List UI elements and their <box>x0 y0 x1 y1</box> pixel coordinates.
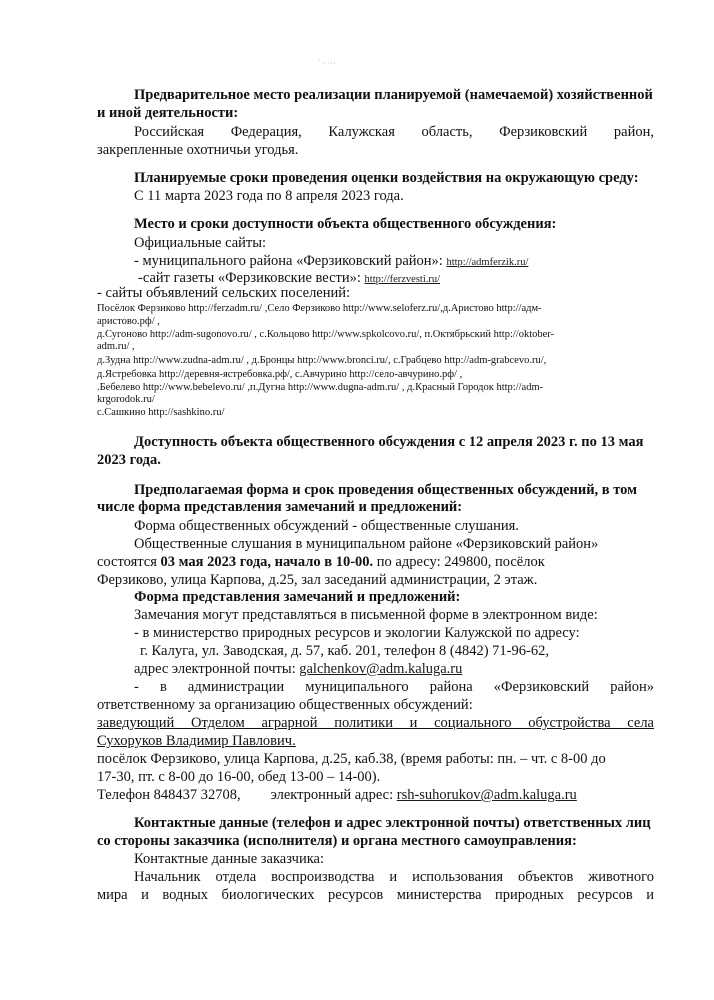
paragraph-line: Начальник отдела воспроизводства и использования объектов животного <box>134 869 654 885</box>
paragraph-line: Ферзиково, улица Карпова, д.25, зал заседаний администрации, 2 этаж. <box>97 572 538 588</box>
settlement-links-line[interactable]: adm.ru/ , <box>97 341 135 352</box>
paragraph-line: 17-30, пт. с 8-00 до 16-00, обед 13-00 – 14-00). <box>97 769 381 785</box>
text-span: состоятся <box>97 554 161 570</box>
paragraph-line: - в администрации муниципального района «Ферзиковский район» <box>134 679 654 695</box>
settlement-links-line[interactable]: аристово.рф/ , <box>97 316 160 327</box>
text-span: адрес электронной почты: <box>134 661 300 677</box>
site-label: - муниципального района «Ферзиковский район»: <box>134 253 447 269</box>
section-heading: Доступность объекта общественного обсуждения с 12 апреля 2023 г. по 13 мая <box>134 434 644 450</box>
paragraph-line <box>97 787 577 804</box>
text-span: электронный адрес: <box>270 787 397 803</box>
section-heading: Контактные данные (телефон и адрес электронной почты) ответственных лиц <box>134 815 651 831</box>
settlement-links-line[interactable]: с.Сашкино http://sashkino.ru/ <box>97 407 225 418</box>
settlement-links-line[interactable]: .Бебелево http://www.bebelevo.ru/ ,п.Дугна http://www.dugna-adm.ru/ , д.Красный Городок http://adm- <box>97 382 544 393</box>
paragraph-line: Российская Федерация, Калужская область, Ферзиковский район, <box>134 124 654 140</box>
hearing-date: 03 мая 2023 года, начало в 10-00. <box>160 554 374 570</box>
paragraph-line: Общественные слушания в муниципальном районе «Ферзиковский район» <box>134 536 599 552</box>
subheading: Форма представления замечаний и предложений: <box>134 589 461 605</box>
settlement-links-line[interactable]: krgorodok.ru/ <box>97 394 155 405</box>
paragraph-line: посёлок Ферзиково, улица Карпова, д.25, каб.38, (время работы: пн. – чт. с 8-00 до <box>97 751 606 767</box>
responsible-name: Сухоруков Владимир Павлович. <box>97 733 296 749</box>
paragraph-line: ответственному за организацию общественных обсуждений: <box>97 697 473 713</box>
paragraph-line <box>134 253 528 270</box>
paragraph-line: С 11 марта 2023 года по 8 апреля 2023 года. <box>134 188 404 204</box>
paragraph-line: закрепленные охотничьи угодья. <box>97 142 299 158</box>
section-heading-cont: со стороны заказчика (исполнителя) и органа местного самоуправления: <box>97 833 577 849</box>
scan-mark: ' · ··· <box>318 58 337 68</box>
paragraph-line <box>97 554 545 571</box>
site-link[interactable]: http://ferzvesti.ru/ <box>364 274 441 285</box>
settlement-links-line[interactable]: Посёлок Ферзиково http://ferzadm.ru/ ,Село Ферзиково http://www.seloferz.ru/,д.Аристово http://адм- <box>97 303 542 314</box>
paragraph-line: Контактные данные заказчика: <box>134 851 325 867</box>
settlement-links-line[interactable]: д.Зудна http://www.zudna-adm.ru/ , д.Бронцы http://www.bronci.ru/, с.Грабцево http://adm-grabcevo.ru/, <box>97 355 547 366</box>
section-heading: Предварительное место реализации планируемой (намечаемой) хозяйственной <box>134 87 653 103</box>
section-heading-cont: числе форма представления замечаний и предложений: <box>97 499 463 515</box>
settlement-links-line[interactable]: д.Ястребовка http://деревня-ястребовка.рф/, с.Авчурино http://село-авчурино.рф/ , <box>97 369 463 380</box>
text-span: по адресу: 249800, посёлок <box>373 554 545 570</box>
paragraph-line: Форма общественных обсуждений - общественные слушания. <box>134 518 519 534</box>
section-heading-cont: 2023 года. <box>97 452 161 468</box>
paragraph-line: - в министерство природных ресурсов и экологии Калужской по адресу: <box>134 625 580 641</box>
paragraph-line: Замечания могут представляться в письменной форме в электронном виде: <box>134 607 598 623</box>
responsible-position: заведующий Отделом аграрной политики и социального обустройства села <box>97 715 654 731</box>
paragraph-line: Официальные сайты: <box>134 235 267 251</box>
section-heading: Предполагаемая форма и срок проведения общественных обсуждений, в том <box>134 482 638 498</box>
paragraph-line: мира и водных биологических ресурсов министерства природных ресурсов и <box>97 887 654 903</box>
site-link[interactable]: http://admferzik.ru/ <box>446 257 529 268</box>
paragraph-line: - сайты объявлений сельских поселений: <box>97 285 351 301</box>
settlement-links-line[interactable]: д.Сугоново http://adm-sugonovo.ru/ , с.Кольцово http://www.spkolcovo.ru/, п.Октябрьский http://oktober- <box>97 329 555 340</box>
paragraph-line <box>134 661 462 678</box>
phone-text: Телефон 848437 32708, <box>97 787 241 803</box>
email-link[interactable]: rsh-suhorukov@adm.kaluga.ru <box>396 787 577 803</box>
section-heading: Место и сроки доступности объекта общественного обсуждения: <box>134 216 557 232</box>
site-label: -сайт газеты «Ферзиковские вести»: <box>138 270 365 286</box>
email-link[interactable]: galchenkov@adm.kaluga.ru <box>299 661 463 677</box>
paragraph-line: г. Калуга, ул. Заводская, д. 57, каб. 201, телефон 8 (4842) 71-96-62, <box>140 643 549 659</box>
section-heading-cont: и иной деятельности: <box>97 105 239 121</box>
section-heading: Планируемые сроки проведения оценки воздействия на окружающую среду: <box>134 170 639 186</box>
